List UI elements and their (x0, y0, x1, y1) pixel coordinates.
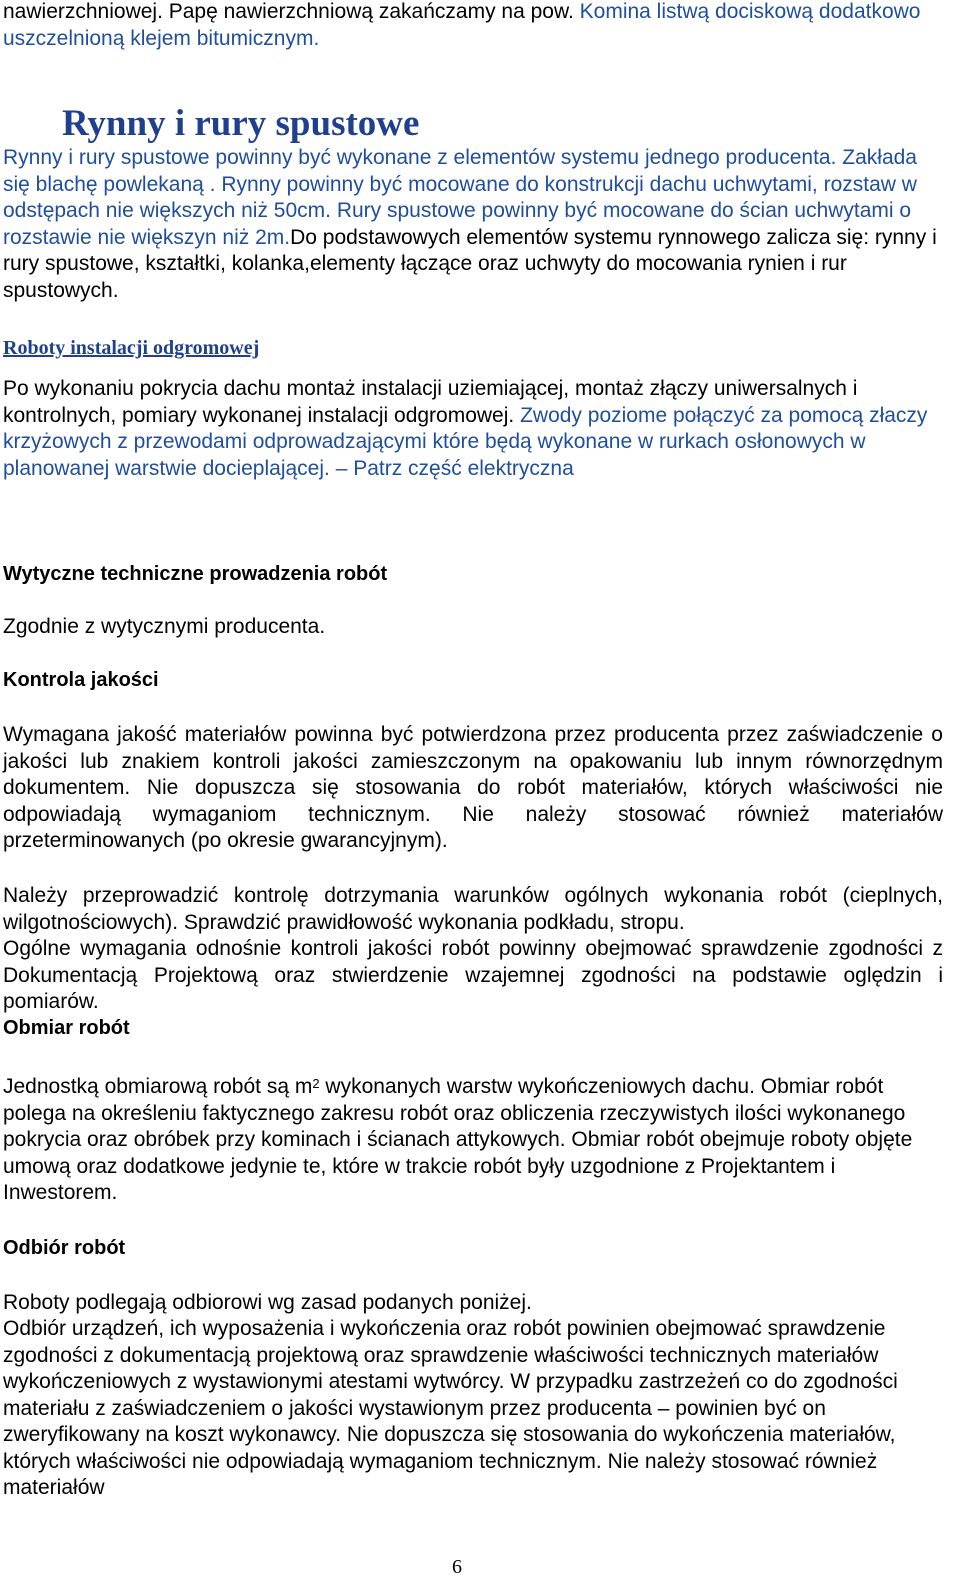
acceptance-heading: Odbiór robót (3, 1237, 126, 1259)
intro-paragraph: nawierzchniowej. Papę nawierzchniową zakańczamy na pow. Komina listwą dociskową dodatkowo uszczelnioną klejem bitumicznym. (3, 0, 921, 50)
quality-paragraph-3: Ogólne wymagania odnośnie kontroli jakości robót powinny obejmować sprawdzenie zgodności z Dokumentacją Projektową oraz stwierdzenie wzajemnej zgodności na podstawie oględzin i pomiarów. (3, 937, 943, 1013)
page-number: 6 (452, 1556, 462, 1578)
quality-paragraph-1: Wymagana jakość materiałów powinna być potwierdzona przez producenta przez zaświadczenie o jakości lub znakiem kontroli jakości zamieszczonym na opakowaniu lub innym równorzędnym dokumentem. Nie dopuszcza się stosowania do robót materiałów, których właściwości nie odpowiadają wymaganiom technicznym. Nie należy stosować również materiałów przeterminowanych (po okresie gwarancyjnym). (3, 723, 943, 852)
quality-heading: Kontrola jakości (3, 669, 159, 691)
superscript-two: 2 (312, 1076, 320, 1091)
gutters-heading: Rynny i rury spustowe (62, 103, 420, 144)
gutters-paragraph: Rynny i rury spustowe powinny być wykonane z elementów systemu jednego producenta. Zakłada się blachę powlekaną . Rynny powinny być mocowane do konstrukcji dachu uchwytami, rozstaw w odstępach nie większych niż 50cm. Rury spustowe powinny być mocowane do ścian uchwytami o rozstawie nie większyn niż 2m.Do podstawowych elementów systemu rynnowego zalicza się: rynny i rury spustowe, kształtki, kolanka,elementy łączące oraz uchwyty do mocowania rynien i rur spustowych. (3, 146, 937, 302)
measurement-paragraph: Jednostką obmiarową robót są $m^2$ wykonanych warstw wykończeniowych dachu. Obmiar robót polega na określeniu faktycznego zakresu robót oraz obliczenia rzeczywistych ilości wykonanego pokrycia oraz obróbek przy kominach i ścianach attykowych. Obmiar robót obejmuje roboty objęte umową oraz dodatkowe jedynie te, które w trakcie robót były uzgodnione z Projektantem i Inwestorem. (3, 1075, 913, 1204)
guidelines-text: Zgodnie z wytycznymi producenta. (3, 615, 326, 638)
lightning-heading: Roboty instalacji odgromowej (3, 337, 260, 359)
quality-paragraph-2: Należy przeprowadzić kontrolę dotrzymania warunków ogólnych wykonania robót (cieplnych, wilgotnościowych). Sprawdzić prawidłowość wykonania podkładu, stropu. (3, 884, 943, 934)
acceptance-paragraph-2: Odbiór urządzeń, ich wyposażenia i wykończenia oraz robót powinien obejmować sprawdzenie zgodności z dokumentacją projektową oraz sprawdzenie właściwości technicznych materiałów wykończeniowych z wystawionymi atestami wytwórcy. W przypadku zastrzeżeń co do zgodności materiału z zaświadczeniem o jakości wystawionym przez producenta – powinien być on zweryfikowany na koszt wykonawcy. Nie dopuszcza się stosowania do wykończenia materiałów, których właściwości nie odpowiadają wymaganiom technicznym. Nie należy stosować również materiałów (3, 1317, 898, 1499)
acceptance-paragraph-1: Roboty podlegają odbiorowi wg zasad podanych poniżej. (3, 1291, 532, 1314)
lightning-paragraph: Po wykonaniu pokrycia dachu montaż instalacji uziemiającej, montaż złączy uniwersalnych i kontrolnych, pomiary wykonanej instalacji odgromowej. Zwody poziome połączyć za pomocą złaczy krzyżowych z przewodami odprowadzającymi które będą wykonane w rurkach osłonowych w planowanej warstwie docieplającej. – Patrz część elektryczna (3, 377, 928, 480)
guidelines-heading: Wytyczne techniczne prowadzenia robót (3, 563, 388, 585)
measurement-heading: Obmiar robót (3, 1017, 130, 1039)
